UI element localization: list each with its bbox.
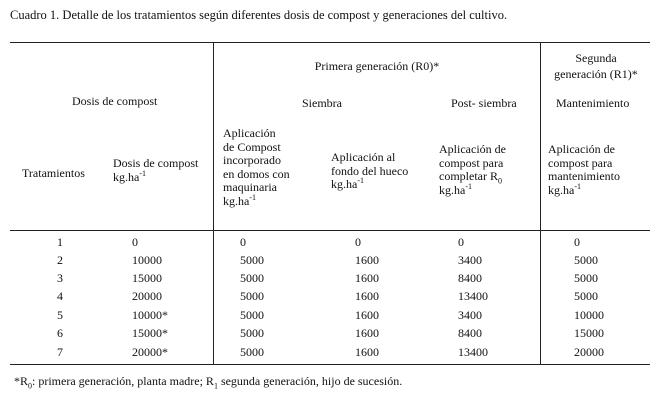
header-segunda-generacion-line2: generación (R1)* <box>554 67 638 81</box>
header-line: maquinaria <box>223 180 277 194</box>
cell-tratamiento: 4 <box>57 289 63 303</box>
unit-exponent: -1 <box>139 168 146 178</box>
cell-completar: 8400 <box>458 326 482 340</box>
table-top-rule <box>10 42 650 43</box>
cell-tratamiento: 3 <box>57 271 63 285</box>
footnote-subscript-0: 0 <box>28 381 33 391</box>
header-dosis-group: Dosis de compost <box>72 94 158 108</box>
column-divider-right <box>540 42 541 364</box>
table-caption: Cuadro 1. Detalle de los tratamientos según diferentes dosis de compost y generaciones del cultivo. <box>10 8 508 22</box>
cell-completar: 13400 <box>458 289 488 303</box>
cell-completar: 13400 <box>458 345 488 359</box>
unit-exponent: -1 <box>357 176 364 185</box>
cell-mantenimiento: 5000 <box>574 271 598 285</box>
header-line-unit <box>223 192 290 209</box>
cell-mantenimiento: 0 <box>574 235 580 249</box>
cell-domos: 5000 <box>240 345 264 359</box>
header-aplicacion-hueco <box>331 151 408 192</box>
unit-text: kg.ha <box>331 177 358 191</box>
column-divider-left <box>213 42 214 364</box>
header-line: mantenimiento <box>548 169 620 183</box>
footnote-subscript-1: 1 <box>213 381 218 391</box>
cell-domos: 5000 <box>240 253 264 267</box>
header-tratamientos: Tratamientos <box>22 166 85 180</box>
cell-mantenimiento: 5000 <box>574 289 598 303</box>
cell-dosis: 15000* <box>132 326 168 340</box>
cell-domos: 5000 <box>240 271 264 285</box>
header-aplicacion-domos <box>223 127 290 208</box>
unit-text: kg.ha <box>548 182 575 197</box>
header-line-completar <box>439 170 506 184</box>
header-line-unit <box>439 181 506 198</box>
header-line: incorporado <box>223 153 281 167</box>
cell-tratamiento: 7 <box>57 345 63 359</box>
table-bottom-rule <box>10 364 650 365</box>
cell-hueco: 1600 <box>355 271 379 285</box>
header-dosis-compost <box>113 157 198 184</box>
header-line: compost para <box>548 155 613 170</box>
header-line: fondo del hueco <box>331 163 409 178</box>
cell-tratamiento: 2 <box>57 253 63 267</box>
header-bottom-rule <box>10 230 650 231</box>
cell-dosis: 10000* <box>132 308 168 322</box>
footnote-text-1: : primera generación, planta madre; R <box>32 374 214 388</box>
footnote-star: *R <box>14 374 29 388</box>
cell-dosis: 20000 <box>132 289 162 303</box>
subscript: 0 <box>497 176 502 186</box>
header-line-unit <box>331 178 408 192</box>
cell-tratamiento: 5 <box>57 308 63 322</box>
cell-tratamiento: 6 <box>57 326 63 340</box>
header-line: de Compost <box>223 139 281 154</box>
cell-hueco: 1600 <box>355 345 379 359</box>
cell-domos: 5000 <box>240 308 264 322</box>
unit-text: kg.ha <box>439 182 466 197</box>
cell-mantenimiento: 5000 <box>574 253 598 267</box>
header-mantenimiento: Mantenimiento <box>556 96 630 110</box>
cell-completar: 8400 <box>458 271 482 285</box>
cell-mantenimiento: 20000 <box>574 345 604 359</box>
cell-domos: 5000 <box>240 289 264 303</box>
cell-domos: 5000 <box>240 326 264 340</box>
header-text: completar R <box>439 169 498 183</box>
header-line-unit <box>548 181 620 198</box>
header-line: Aplicación <box>223 126 276 140</box>
cell-hueco: 1600 <box>355 289 379 303</box>
cell-mantenimiento: 10000 <box>574 308 604 322</box>
header-aplicacion-completar <box>439 143 506 197</box>
header-dosis-compost-label: Dosis de compost <box>113 156 199 170</box>
cell-hueco: 1600 <box>355 308 379 322</box>
header-siembra: Siembra <box>302 96 342 110</box>
cell-completar: 3400 <box>458 253 482 267</box>
unit-text: kg.ha <box>113 169 140 184</box>
header-primera-generacion: Primera generación (R0)* <box>314 59 440 73</box>
cell-completar: 3400 <box>458 308 482 322</box>
header-segunda-generacion-line1: Segunda <box>575 51 617 65</box>
header-line: Aplicación al <box>331 150 396 164</box>
cell-hueco: 1600 <box>355 253 379 267</box>
cell-mantenimiento: 15000 <box>574 326 604 340</box>
header-line: en domos con <box>223 166 290 181</box>
cell-tratamiento: 1 <box>57 235 63 249</box>
unit-exponent: -1 <box>574 181 581 191</box>
cell-dosis: 20000* <box>132 345 168 359</box>
cell-domos: 0 <box>240 235 246 249</box>
header-aplicacion-mantenimiento <box>548 143 620 197</box>
cell-completar: 0 <box>458 235 464 249</box>
cell-hueco: 0 <box>355 235 361 249</box>
header-line: Aplicación de <box>439 142 506 156</box>
header-post-siembra: Post- siembra <box>451 96 517 110</box>
table-footnote <box>14 374 402 389</box>
footnote-text-2: segunda generación, hijo de sucesión. <box>217 374 403 388</box>
header-dosis-compost-unit <box>113 168 198 185</box>
cell-dosis: 10000 <box>132 253 162 267</box>
header-line: compost para <box>439 155 504 170</box>
unit-exponent: -1 <box>465 181 472 191</box>
unit-text: kg.ha <box>223 193 250 208</box>
header-line: Aplicación de <box>548 142 615 156</box>
cell-dosis: 0 <box>132 235 138 249</box>
cell-dosis: 15000 <box>132 271 162 285</box>
unit-exponent: -1 <box>249 192 256 202</box>
cell-hueco: 1600 <box>355 326 379 340</box>
